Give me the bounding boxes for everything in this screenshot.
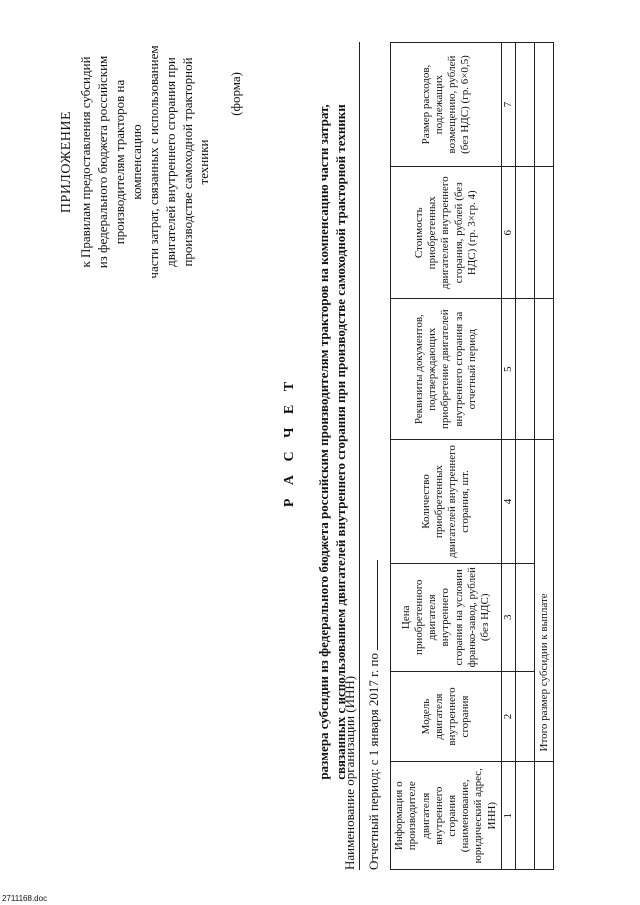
total-label: Итого размер субсидии к выплате xyxy=(535,439,554,762)
total-cell xyxy=(535,167,554,299)
column-number: 3 xyxy=(502,564,516,672)
total-spacer-cell xyxy=(535,762,554,870)
appendix-line: из федерального бюджета российским xyxy=(95,55,111,269)
appendix-line: двигателей внутреннего сгорания при xyxy=(162,57,178,267)
column-number: 2 xyxy=(502,671,516,762)
table-cell xyxy=(516,439,535,563)
header-engine-cost: Стоимость приобретенных двигателей внутреннего сгорания, рублей (без НДС) (гр. 3×гр. 4) xyxy=(391,167,502,299)
table-cell xyxy=(516,564,535,672)
column-number: 1 xyxy=(502,762,516,870)
table-cell xyxy=(516,671,535,762)
calculation-table xyxy=(390,42,554,870)
document-subtitle-line: размера субсидии из федерального бюджета российским производителям тракторов на компенсацию части затрат, xyxy=(316,104,331,780)
total-value-cell xyxy=(535,43,554,167)
landscape-page xyxy=(20,12,620,892)
column-number: 6 xyxy=(502,167,516,299)
total-row xyxy=(535,43,554,870)
appendix-line: к Правилам предоставления субсидий xyxy=(78,56,94,268)
header-engine-quantity: Количество приобретенных двигателей внутреннего сгорания, шт. xyxy=(391,439,502,563)
column-number-row xyxy=(502,43,516,870)
appendix-line: производстве самоходной тракторной техники xyxy=(179,57,212,267)
header-manufacturer-info: Информация о производителе двигателя внутреннего сгорания (наименование, юридический адрес, ИНН) xyxy=(391,762,502,870)
file-name-footer: 2711168.doc xyxy=(2,894,48,903)
organization-field xyxy=(342,42,360,870)
column-number: 7 xyxy=(502,43,516,167)
table-header-row xyxy=(391,43,502,870)
document-title: Р А С Ч Е Т xyxy=(282,376,297,508)
reporting-period xyxy=(366,560,382,870)
appendix-block xyxy=(58,42,213,282)
form-label: (форма) xyxy=(228,72,243,116)
appendix-line: производителям тракторов на компенсацию xyxy=(111,79,144,245)
table-cell xyxy=(516,167,535,299)
column-number: 4 xyxy=(502,439,516,563)
table-row xyxy=(516,43,535,870)
document-subtitle-line: связанных с использованием двигателей внутреннего сгорания при производстве самоходной тракторной техники xyxy=(332,104,348,780)
header-engine-model: Модель двигателя внутреннего сгорания xyxy=(391,671,502,762)
table-cell xyxy=(516,762,535,870)
appendix-title: ПРИЛОЖЕНИЕ xyxy=(59,110,74,214)
column-number: 5 xyxy=(502,299,516,440)
period-label: Отчетный период: с 1 января 2017 г. по xyxy=(366,653,381,870)
period-blank xyxy=(377,560,378,650)
table-cell xyxy=(516,299,535,440)
appendix-line: части затрат, связанных с использованием xyxy=(145,45,161,279)
table-cell xyxy=(516,43,535,167)
header-engine-price: Цена приобретенного двигателя внутреннего сгорания на условии франко-завод, рублей (без НДС) xyxy=(391,564,502,672)
header-document-details: Реквизиты документов, подтверждающих приобретение двигателей внутреннего сгорания за отчетный период xyxy=(391,299,502,440)
total-cell xyxy=(535,299,554,440)
document-title-block xyxy=(282,42,350,842)
organization-label: Наименование организации (ИНН) xyxy=(342,675,357,870)
header-reimbursable-amount: Размер расходов, подлежащих возмещению, рублей (без НДС) (гр. 6×0,5) xyxy=(391,43,502,167)
